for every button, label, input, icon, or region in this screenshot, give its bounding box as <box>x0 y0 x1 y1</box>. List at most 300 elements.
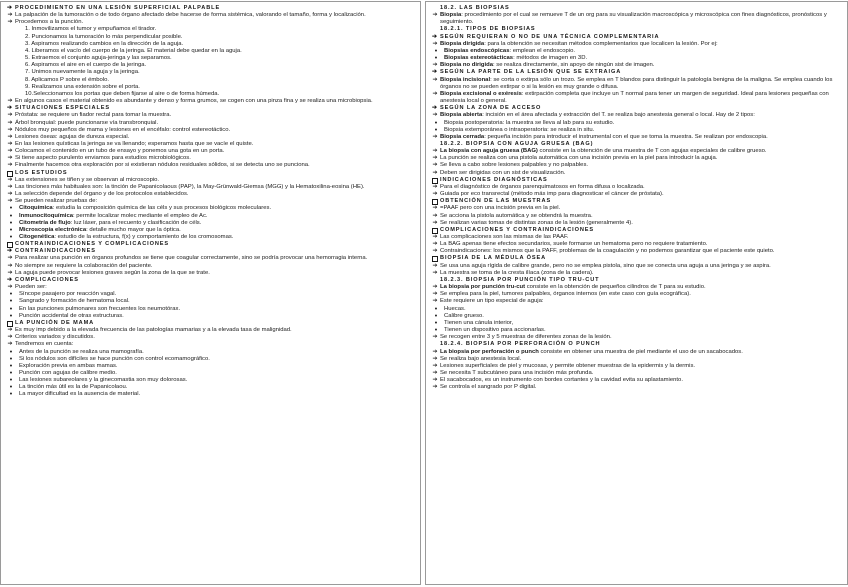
note-line <box>5 370 416 377</box>
line-text: Exploración previa en ambas mamas. <box>19 362 118 369</box>
line-text: Las extensiones se tiñen y se observan al microscopio. <box>15 176 160 183</box>
arrow-bullet-icon: ➔ <box>7 176 13 183</box>
note-line <box>5 213 416 220</box>
arrow-bullet-icon: ➔ <box>432 155 438 162</box>
dot-bullet-icon: • <box>9 391 13 399</box>
section-heading <box>5 105 416 112</box>
arrow-bullet-icon: ➔ <box>7 183 13 190</box>
section-heading <box>430 105 843 112</box>
term-label: Biopsia <box>440 12 462 19</box>
dot-bullet-icon: • <box>434 319 438 327</box>
line-text: Sangrado y formación de hematoma local. <box>19 298 130 305</box>
line-text: Punción con agujas de calibre medio. <box>19 369 117 376</box>
note-line <box>5 34 416 41</box>
line-text: Punción accidental de otras estructuras. <box>19 312 124 319</box>
line-text: LA PUNCIÓN DE MAMA <box>15 319 95 326</box>
arrow-bullet-icon: ➔ <box>432 12 438 19</box>
line-text: Para el diagnóstico de órganos parenquimatosos en forma difusa o localizada. <box>440 183 645 190</box>
line-text: : estudia la composición química de las céls y sus procesos biológicos moleculares. <box>52 205 272 212</box>
line-text: 5. Extraemos el conjunto aguja-jeringa y las separamos. <box>25 55 172 62</box>
line-text: La palpación de la tumoración o de todo órgano afectado debe hacerse de forma sistémica, valorando el tamaño, forma y localización. <box>15 12 366 19</box>
arrow-bullet-icon: ➔ <box>432 169 438 176</box>
note-line <box>430 370 843 377</box>
note-line <box>5 91 416 98</box>
arrow-bullet-icon: ➔ <box>7 140 13 147</box>
arrow-bullet-icon: ➔ <box>432 112 438 119</box>
arrow-bullet-icon: ➔ <box>432 241 438 248</box>
line-text: Guiada por eco transrectal (método más imp para diagnosticar el cáncer de próstata). <box>440 191 664 198</box>
note-line <box>5 177 416 184</box>
line-text: SEGÚN LA PARTE DE LA LESIÓN QUE SE EXTRAIGA <box>440 69 622 76</box>
line-text: INDICACIONES DIAGNÓSTICAS <box>440 176 548 183</box>
section-heading <box>5 248 416 255</box>
arrow-bullet-icon: ➔ <box>432 133 438 140</box>
term-label: Biopsia incisional <box>440 76 491 83</box>
note-line <box>5 220 416 227</box>
line-text: La mayor dificultad es la ausencia de material. <box>19 391 141 398</box>
note-line <box>5 127 416 134</box>
section-heading <box>430 26 843 33</box>
section-heading <box>430 227 843 234</box>
note-line <box>5 377 416 384</box>
line-text: Nódulos muy pequeños de mama y lesiones en el encéfalo: control estereotáctico. <box>15 126 231 133</box>
section-heading <box>430 277 843 284</box>
arrow-bullet-icon: ➔ <box>7 133 13 140</box>
line-text: : para la obtención se necesitan métodos complementarios que localicen la lesión. Por ej: <box>484 40 718 47</box>
line-text: COMPLICACIONES Y CONTRAINDICACIONES <box>440 226 595 233</box>
note-line <box>5 155 416 162</box>
section-heading <box>5 277 416 284</box>
line-text: Se acciona la pistola automática y se obtendrá la muestra. <box>440 212 593 219</box>
note-line <box>430 112 843 119</box>
term-label: Biopsia no dirigida <box>440 62 494 69</box>
line-text: Se recogen entre 3 y 5 muestras de diferentes zonas de la lesión. <box>440 334 612 341</box>
line-text: 7. Unimos nuevamente la aguja y la jeringa. <box>25 69 140 76</box>
arrow-bullet-icon: ➔ <box>7 119 13 126</box>
note-line <box>5 120 416 127</box>
line-text: Biopsia postoperatoria: la muestra se lleva al lab para su estudio. <box>444 119 615 126</box>
line-text: : permite localizar molec mediante el empleo de Ac. <box>73 212 208 219</box>
line-text: En las punciones pulmonares son frecuentes los neumotórax. <box>19 305 181 312</box>
note-line <box>430 127 843 134</box>
line-text: La tinción más útil es la de Papanicolaou. <box>19 384 128 391</box>
note-line <box>5 148 416 155</box>
arrow-bullet-icon: ➔ <box>7 327 13 334</box>
line-text: BIOPSIA DE LA MÉDULA ÓSEA <box>440 255 547 262</box>
line-text: Huecas. <box>444 305 466 312</box>
note-line <box>430 91 843 105</box>
line-text: SEGÚN REQUIERAN O NO DE UNA TÉCNICA COMPLEMENTARIA <box>440 33 660 40</box>
note-line <box>430 291 843 298</box>
note-line <box>5 162 416 169</box>
note-line <box>430 77 843 91</box>
line-text: Este requiere un tipo especial de aguja: <box>440 298 544 305</box>
arrow-bullet-icon: ➔ <box>432 348 438 355</box>
note-line <box>5 384 416 391</box>
line-text: Se realiza bajo anestesia local. <box>440 355 522 362</box>
line-text: 1. Inmovilizamos el tumor y empuñamos el tirador. <box>25 26 157 33</box>
arrow-bullet-icon: ➔ <box>432 205 438 212</box>
line-text: LOS ESTUDIOS <box>15 169 68 176</box>
dot-bullet-icon: • <box>9 377 13 385</box>
note-line <box>5 77 416 84</box>
note-line <box>5 263 416 270</box>
arrow-bullet-icon: ➔ <box>432 248 438 255</box>
note-line <box>5 48 416 55</box>
note-line <box>5 334 416 341</box>
arrow-bullet-icon: ➔ <box>432 269 438 276</box>
note-line <box>5 270 416 277</box>
arrow-bullet-icon: ➔ <box>432 284 438 291</box>
line-text: Lesiones óseas: agujas de dureza especial. <box>15 133 130 140</box>
note-line <box>430 162 843 169</box>
arrow-bullet-icon: ➔ <box>7 162 13 169</box>
note-line <box>430 220 843 227</box>
line-text: Se pueden realizar pruebas de: <box>15 198 98 205</box>
note-line <box>430 213 843 220</box>
line-text: Tienen un dispositivo para accionarlas. <box>444 327 546 334</box>
arrow-bullet-icon: ➔ <box>7 19 13 26</box>
note-line <box>5 198 416 205</box>
line-text: Próstata: se requiere un fiador rectal para tomar la muestra. <box>15 112 172 119</box>
note-line <box>5 205 416 212</box>
arrow-bullet-icon: ➔ <box>432 234 438 240</box>
line-text: SEGÚN LA ZONA DE ACCESO <box>440 105 542 112</box>
dot-bullet-icon: • <box>9 312 13 320</box>
arrow-bullet-icon: ➔ <box>7 334 13 341</box>
note-line <box>5 12 416 19</box>
line-text: : pequeña incisión para introducir el instrumental con el que se toma la muestra. Se realizan por endoscopia. <box>484 133 768 140</box>
term-label: Biopsias estereotácticas <box>444 55 514 62</box>
dot-bullet-icon: • <box>9 212 13 220</box>
note-line <box>5 298 416 305</box>
line-text: Tendremos en cuenta: <box>15 341 74 348</box>
note-line <box>430 356 843 363</box>
line-text: La aguja puede provocar lesiones graves según la zona de la que se trate. <box>15 269 210 276</box>
line-text: Árbol bronquial: puede puncionarse vía transbronquial. <box>15 119 159 126</box>
arrow-bullet-icon: ➔ <box>432 291 438 298</box>
dot-bullet-icon: • <box>9 219 13 227</box>
line-text: : se realiza directamente, sin apoyo de ningún sist de imagen. <box>493 62 655 69</box>
note-line <box>5 306 416 313</box>
line-text: Las complicaciones son las mismas de las PAAF. <box>440 234 569 240</box>
note-line <box>5 234 416 241</box>
term-label: Biopsia cerrada <box>440 133 485 140</box>
note-line <box>430 155 843 162</box>
section-heading <box>430 141 843 148</box>
section-heading <box>430 341 843 348</box>
note-line <box>430 184 843 191</box>
note-line <box>430 313 843 320</box>
line-text: Se controla el sangrado por P digital. <box>440 384 537 391</box>
line-text: No siempre se requiere la colaboración del paciente. <box>15 262 153 269</box>
line-text: consiste en la obtención de pequeños cilindros de T para su estudio. <box>525 284 706 291</box>
arrow-bullet-icon: ➔ <box>7 341 13 348</box>
section-heading <box>430 198 843 205</box>
note-line <box>430 12 843 26</box>
note-line <box>5 141 416 148</box>
line-text: Para realizar una punción en órganos profundos se tiene que coagular correctamente, sino se podría provocar una hemorragia interna. <box>15 255 368 262</box>
line-text: Es muy imp debido a la elevada frecuencia de las patologías mamarias y a la elevada tasa de malignidad. <box>15 327 292 334</box>
line-text: Pueden ser: <box>15 284 47 291</box>
note-line <box>5 19 416 26</box>
note-line <box>430 205 843 212</box>
note-line <box>5 291 416 298</box>
section-heading <box>5 5 416 12</box>
arrow-bullet-icon: ➔ <box>432 90 438 97</box>
dot-bullet-icon: • <box>9 384 13 392</box>
line-text: Lesiones superficiales de piel y mucosas, y permite obtener muestras de la epidermis y la dermis. <box>440 362 696 369</box>
arrow-bullet-icon: ➔ <box>7 198 13 205</box>
dot-bullet-icon: • <box>434 119 438 127</box>
dot-bullet-icon: • <box>434 305 438 313</box>
note-line <box>5 363 416 370</box>
arrow-bullet-icon: ➔ <box>432 76 438 83</box>
line-text: Tienen una cánula interior, <box>444 319 514 326</box>
note-line <box>5 255 416 262</box>
arrow-bullet-icon: ➔ <box>432 183 438 190</box>
line-text: Síncope pasajero por reacción vagal. <box>19 291 117 298</box>
note-line <box>5 227 416 234</box>
line-text: Si tiene aspecto purulento enviamos para estudios microbiológicos. <box>15 155 191 162</box>
section-heading <box>430 69 843 76</box>
note-line <box>430 55 843 62</box>
note-line <box>430 270 843 277</box>
note-line <box>430 327 843 334</box>
section-heading <box>430 177 843 184</box>
note-line <box>5 26 416 33</box>
line-text: Finalmente hacemos otra exploración por si existieran nódulos residuales sólidos, si se detecta uno se punciona. <box>15 162 310 169</box>
line-text: 2. Puncionamos la tumoración lo más perpendicular posible. <box>25 33 183 40</box>
arrow-bullet-icon: ➔ <box>7 276 13 283</box>
arrow-bullet-icon: ➔ <box>7 191 13 198</box>
line-text: 18.2. LAS BIOPSIAS <box>440 5 510 11</box>
arrow-bullet-icon: ➔ <box>7 98 13 105</box>
line-text: : procedimiento por el cual se remueve T de un org para su visualización macroscópica y microscópica con fines diagnósticos, pronósticos y seguimiento. <box>440 12 827 26</box>
line-text: 3. Aspiramos realizando cambios en la dirección de la aguja. <box>25 40 184 47</box>
line-text: Procedemos a la punción. <box>15 19 84 26</box>
note-line <box>430 263 843 270</box>
line-text: 18.2.1. TIPOS DE BIOPSIAS <box>440 26 536 33</box>
line-text: PROCEDIMIENTO EN UNA LESIÓN SUPERFICIAL PALPABLE <box>15 5 221 11</box>
section-heading <box>430 5 843 12</box>
line-text: En las lesiones quísticas la jeringa se va llenando; esperamos hasta que se vacíe el quiste. <box>15 140 254 147</box>
right-column <box>425 1 848 585</box>
note-line <box>5 84 416 91</box>
line-text: 10.Seleccionamos los portas que deben fijarse al aire o de forma húmeda. <box>25 90 220 97</box>
note-line <box>430 134 843 141</box>
line-text: : métodos de imagen en 3D. <box>513 55 588 62</box>
line-text: Se necesita T subcutáneo para una incisión más profunda. <box>440 369 594 376</box>
arrow-bullet-icon: ➔ <box>7 269 13 276</box>
section-heading <box>5 170 416 177</box>
note-line <box>5 391 416 398</box>
note-line <box>430 349 843 356</box>
line-text: : extirpación completa que incluye un T normal para tener un margen de seguridad. Ideal para lesiones pequeñas con anestesia local o general. <box>440 90 829 105</box>
line-text: Calibre grueso. <box>444 312 484 319</box>
note-line <box>5 356 416 363</box>
arrow-bullet-icon: ➔ <box>432 369 438 376</box>
line-text: Se lleva a cabo sobre lesiones palpables y no palpables. <box>440 162 589 169</box>
term-label: La biopsia por punción tru-cut <box>440 284 526 291</box>
line-text: Si los nódulos son difíciles se hace punción con control ecomamográfico. <box>19 355 210 362</box>
note-line <box>430 120 843 127</box>
line-text: Se usa una aguja rígida de calibre grande, pero no se emplea pistola, sino que se conecta una aguja a una jeringa y se aspira. <box>440 262 771 269</box>
arrow-bullet-icon: ➔ <box>432 377 438 384</box>
section-heading <box>430 255 843 262</box>
arrow-bullet-icon: ➔ <box>7 284 13 291</box>
note-line <box>430 363 843 370</box>
line-text: : estudio de la estructura, f(x) y comportamiento de los cromosomas. <box>54 234 234 240</box>
line-text: 18.2.2. BIOPSIA CON AGUJA GRUESA (BAG) <box>440 140 594 147</box>
section-heading <box>5 320 416 327</box>
arrow-bullet-icon: ➔ <box>432 105 438 112</box>
arrow-bullet-icon: ➔ <box>7 248 13 255</box>
dot-bullet-icon: • <box>9 305 13 313</box>
note-line <box>430 377 843 384</box>
note-line <box>5 349 416 356</box>
line-text: : incisión en el área afectada y extracción del T. se realiza bajo anestesia general o local. Hay de 2 tipos: <box>482 112 755 119</box>
line-text: 9. Realizamos una extensión sobre el porta. <box>25 83 140 90</box>
line-text: COMPLICACIONES <box>15 276 79 283</box>
dot-bullet-icon: • <box>9 226 13 234</box>
line-text: CONTRAINDICACIONES <box>15 248 96 255</box>
arrow-bullet-icon: ➔ <box>7 126 13 133</box>
note-line <box>430 298 843 305</box>
note-line <box>5 341 416 348</box>
term-label: Biopsia abierta <box>440 112 483 119</box>
term-label: Microscopía electrónica <box>19 226 87 233</box>
arrow-bullet-icon: ➔ <box>432 212 438 219</box>
note-line <box>5 41 416 48</box>
line-text: SITUACIONES ESPECIALES <box>15 105 111 112</box>
note-line <box>5 327 416 334</box>
note-line <box>430 284 843 291</box>
arrow-bullet-icon: ➔ <box>432 40 438 47</box>
note-line <box>430 306 843 313</box>
dot-bullet-icon: • <box>9 205 13 213</box>
line-text: 6. Aspiramos el aire en el cuerpo de la jeringa. <box>25 62 147 69</box>
note-line <box>5 284 416 291</box>
line-text: 8. Aplicamos P sobre el émbolo. <box>25 76 110 83</box>
line-text: Biopsia extemporánea o intraoperatoria: se realiza in situ. <box>444 126 595 133</box>
dot-bullet-icon: • <box>9 298 13 306</box>
arrow-bullet-icon: ➔ <box>432 69 438 76</box>
line-text: La punción se realiza con una pistola automática con una incisión previa en la piel para introducir la aguja. <box>440 155 718 162</box>
line-text: 4. Liberamos el vacío del cuerpo de la jeringa. El material debe quedar en la aguja. <box>25 47 242 54</box>
line-text: : luz láser, para el recuento y clasificación de céls. <box>70 219 202 226</box>
arrow-bullet-icon: ➔ <box>432 355 438 362</box>
line-text: En algunos casos el material obtenido es abundante y denso y forma grumos, se cogen con una pinza fina y se realiza una microbiopsia. <box>15 98 373 105</box>
note-line <box>430 320 843 327</box>
arrow-bullet-icon: ➔ <box>7 105 13 112</box>
line-text: Colocamos el contenido en un tubo de ensayo y ponemos una gota en un porta. <box>15 148 225 155</box>
dot-bullet-icon: • <box>434 47 438 55</box>
line-text: : se corta o extirpa sólo un trozo. Se emplea en T blandos para distinguir la patología benigna de la maligna. Se emplea cuando los órganos no se pueden extirpar o si la lesión es muy grande o difusa. <box>440 76 833 90</box>
dot-bullet-icon: • <box>9 234 13 241</box>
note-line <box>430 48 843 55</box>
arrow-bullet-icon: ➔ <box>432 62 438 69</box>
note-line <box>430 170 843 177</box>
arrow-bullet-icon: ➔ <box>432 219 438 226</box>
arrow-bullet-icon: ➔ <box>7 112 13 119</box>
section-heading <box>430 34 843 41</box>
arrow-bullet-icon: ➔ <box>7 255 13 262</box>
arrow-bullet-icon: ➔ <box>7 155 13 162</box>
term-label: Biopsia excisional o exéresis <box>440 90 522 97</box>
line-text: Deben ser dirigidas con un sist de visualización. <box>440 169 566 176</box>
term-label: La biopsia con aguja gruesa (BAG) <box>440 148 538 155</box>
line-text: : detalle mucho mayor que la óptica. <box>86 226 181 233</box>
note-line <box>5 313 416 320</box>
section-heading <box>5 241 416 248</box>
arrow-bullet-icon: ➔ <box>432 191 438 198</box>
line-text: consiste en obtener una muestra de piel mediante el uso de un sacabocados. <box>538 348 743 355</box>
dot-bullet-icon: • <box>9 362 13 370</box>
line-text: =PAAF pero con una incisión previa en la piel. <box>440 205 561 212</box>
arrow-bullet-icon: ➔ <box>7 148 13 155</box>
dot-bullet-icon: • <box>434 312 438 320</box>
line-text: Se emplea para la piel, tumores palpables, órganos internos (en este caso con guía ecográfica). <box>440 291 691 298</box>
line-text: Las lesiones subareolares y la ginecomastia son muy dolorosas. <box>19 377 188 384</box>
line-text: OBTENCIÓN DE LAS MUESTRAS <box>440 198 552 205</box>
term-label: Inmunocitoquímica <box>19 212 73 219</box>
note-line <box>5 98 416 105</box>
arrow-bullet-icon: ➔ <box>432 148 438 155</box>
arrow-bullet-icon: ➔ <box>432 33 438 40</box>
arrow-bullet-icon: ➔ <box>432 334 438 341</box>
arrow-bullet-icon: ➔ <box>7 5 13 11</box>
term-label: Citogenética <box>19 234 55 240</box>
line-text: 18.2.3. BIOPSIA POR PUNCIÓN TIPO TRU-CUT <box>440 276 600 283</box>
note-line <box>430 384 843 391</box>
line-text: La BAG apenas tiene efectos secundarios, suele formarse un hematoma pero no requiere tratamiento. <box>440 241 708 248</box>
line-text: La muestra se toma de la cresta ilíaca (zona de la cadera). <box>440 269 594 276</box>
note-line <box>5 62 416 69</box>
note-line <box>430 41 843 48</box>
note-line <box>5 191 416 198</box>
note-line <box>5 112 416 119</box>
line-text: La selección depende del órgano y de los protocolos establecidos. <box>15 191 189 198</box>
term-label: La biopsia por perforación o punch <box>440 348 539 355</box>
arrow-bullet-icon: ➔ <box>432 298 438 305</box>
dot-bullet-icon: • <box>434 327 438 335</box>
arrow-bullet-icon: ➔ <box>432 362 438 369</box>
line-text: CONTRAINDICACIONES Y COMPLICACIONES <box>15 241 170 248</box>
line-text: Se realizan varias tomas de distintas zonas de la lesión (generalmente 4). <box>440 219 633 226</box>
note-line <box>430 234 843 241</box>
line-text: Las tinciones más habituales son: la tinción de Papanicolaous (PAP), la May-Grünwald-Giemsa (MGG) y la Hematoxilina-eosina (HE). <box>15 183 365 190</box>
note-line <box>5 134 416 141</box>
term-label: Biopsias endoscópicas <box>444 47 510 54</box>
dot-bullet-icon: • <box>9 348 13 356</box>
dot-bullet-icon: • <box>9 369 13 377</box>
line-text: 18.2.4. BIOPSIA POR PERFORACIÓN O PUNCH <box>440 341 601 348</box>
arrow-bullet-icon: ➔ <box>7 262 13 269</box>
line-text: consiste en la obtención de una muestra de T con agujas especiales de calibre grueso. <box>537 148 767 155</box>
note-line <box>430 241 843 248</box>
dot-bullet-icon: • <box>434 126 438 134</box>
note-line <box>5 69 416 76</box>
left-column <box>0 1 421 585</box>
arrow-bullet-icon: ➔ <box>432 262 438 269</box>
note-line <box>5 184 416 191</box>
arrow-bullet-icon: ➔ <box>432 162 438 169</box>
dot-bullet-icon: • <box>9 355 13 363</box>
line-text: : emplean el endoscopio. <box>509 47 575 54</box>
dot-bullet-icon: • <box>434 55 438 63</box>
note-line <box>430 148 843 155</box>
